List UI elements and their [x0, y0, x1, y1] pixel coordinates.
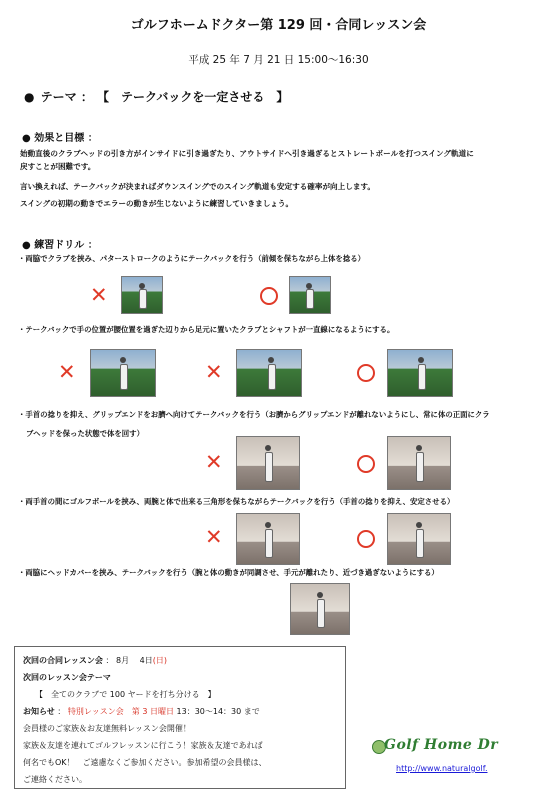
drill-4-good-photo: [387, 513, 451, 565]
notice-label: お知らせ: [23, 707, 55, 716]
notice-sep: ：: [57, 707, 66, 716]
website-link[interactable]: http://www.naturalgolf.: [396, 764, 488, 773]
good-mark-icon: [357, 364, 375, 382]
drills-heading: [22, 236, 98, 251]
bad-mark-icon: ✕: [90, 283, 108, 307]
drill-1-bad-photo: [121, 276, 163, 314]
good-mark-icon: [357, 455, 375, 473]
logo-text: Golf Home Dr: [384, 737, 499, 753]
bad-mark-icon: ✕: [205, 525, 223, 549]
theme-value: 【 テークバックを一定させる 】: [97, 90, 289, 104]
good-mark-icon: [357, 530, 375, 548]
page-title: ゴルフホームドクター第 129 回・合同レッスン会: [130, 18, 427, 33]
drill-2-bad-photo-2: [236, 349, 302, 397]
bad-mark-icon: ✕: [205, 450, 223, 474]
event-date: 平成 25 年 7 月 21 日 15:00～16:30: [188, 54, 369, 66]
drill-2-text: ・テークバックで手の位置が腰位置を過ぎた辺りから足元に置いたクラブとシャフトが一直線になるようにする。: [18, 325, 395, 334]
drill-1-text: ・両脇でクラブを挟み、パターストロークのようにテークバックを行う（前傾を保ちながら上体を捻る）: [18, 254, 365, 263]
effects-heading: [22, 129, 98, 144]
next-theme-value: 【 全てのクラブで 100 ヤードを打ち分ける 】: [35, 690, 216, 699]
drill-3-good-photo: [387, 436, 451, 490]
drills-heading-text: 練習ドリル ：: [34, 240, 98, 251]
drill-3-text: ・手首の捻りを抑え、グリップエンドをお臍へ向けてテークバックを行う（お臍からグリップエンドが離れないようにし、常に体の正面にクラ: [18, 410, 490, 419]
brand-logo: [372, 734, 522, 760]
drill-5-text: ・両脇にヘッドカバーを挟み、テークバックを行う（腕と体の動きが同調させ、手元が離れたり、近づき過ぎないようにする）: [18, 568, 439, 577]
notice-line: [23, 703, 260, 720]
bullet-icon: ●: [22, 133, 31, 144]
bullet-icon: ●: [22, 240, 31, 251]
bullet-icon: ●: [24, 90, 35, 104]
next-lesson-sep: ：: [105, 656, 114, 665]
notice-time: 13：30～14：30 まで: [176, 707, 260, 716]
theme-label: テーマ ：: [40, 90, 93, 104]
drill-1-good-photo: [289, 276, 331, 314]
effects-line-2: 戻すことが困難です。: [20, 162, 96, 171]
notice-event: 特別レッスン会 第 3 日曜日: [67, 707, 174, 716]
effects-line-4: スイングの初期の動きでエラーの動きが生じないように練習していきましょう。: [20, 199, 294, 208]
drill-5-photo: [290, 583, 350, 635]
next-lesson-label: 次回の合同レッスン会: [23, 656, 103, 665]
good-mark-icon: [260, 287, 278, 305]
notice-line-2: 会員様のご家族＆お友達無料レッスン会開催！: [23, 724, 191, 733]
effects-line-1: 始動直後のクラブヘッドの引き方がインサイドに引き過ぎたり、アウトサイドへ引き過ぎるとストレートボールを打つスイング軌道に: [20, 149, 474, 158]
info-box: [14, 646, 346, 789]
drill-2-bad-photo-1: [90, 349, 156, 397]
drill-3-bad-photo: [236, 436, 300, 490]
bad-mark-icon: ✕: [205, 360, 223, 384]
bad-mark-icon: ✕: [58, 360, 76, 384]
next-lesson-line: [23, 652, 167, 669]
notice-line-4: 何名でもOK！ ご遠慮なくご参加ください。参加希望の会員様は、: [23, 758, 267, 767]
effects-line-3: 言い換えれば、テークバックが決まればダウンスイングでのスイング軌道も安定する確率が向上します。: [20, 182, 376, 191]
notice-line-5: ご連絡ください。: [23, 775, 87, 784]
next-lesson-date: 8月 4日: [116, 656, 153, 665]
drill-4-bad-photo: [236, 513, 300, 565]
drill-2-good-photo: [387, 349, 453, 397]
notice-line-3: 家族＆友達を連れてゴルフレッスンに行こう！家族＆友達であれば: [23, 741, 263, 750]
effects-heading-text: 効果と目標 ：: [34, 133, 98, 144]
next-theme-label: 次回のレッスン会テーマ: [23, 673, 111, 682]
drill-3-text-cont: ブヘッドを保った状態で体を回す）: [26, 429, 144, 438]
drill-4-text: ・両手首の間にゴルフボールを挟み、両腕と体で出来る三角形を保ちながらテークバックを行う（手首の捻りを抑え、安定させる）: [18, 497, 455, 506]
theme-line: [24, 88, 288, 105]
next-lesson-day: (日): [152, 656, 167, 665]
